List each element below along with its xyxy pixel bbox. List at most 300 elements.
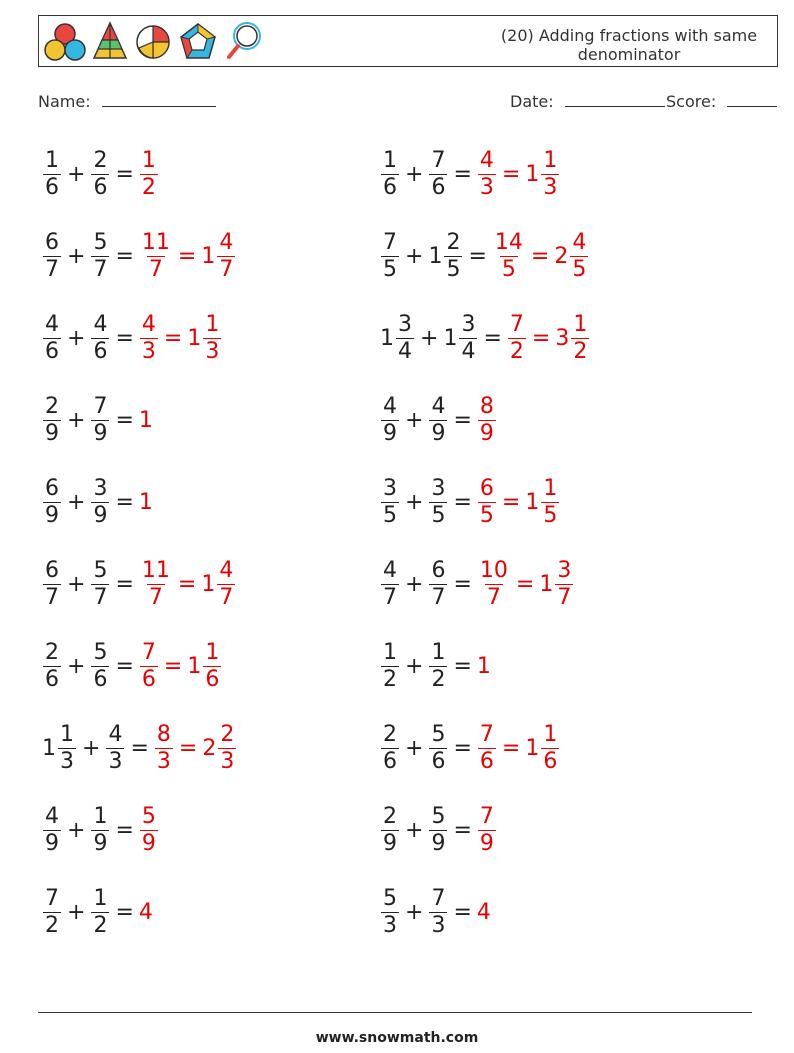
denominator: 3 (220, 748, 235, 774)
worksheet-title: (20) Adding fractions with same denominator (500, 26, 758, 64)
mixed-number (42, 558, 62, 611)
fraction (140, 230, 172, 283)
problem-4 (380, 226, 589, 286)
equals-sign: = (115, 571, 134, 597)
numerator: 4 (45, 803, 59, 829)
whole-part: 1 (42, 735, 56, 761)
mixed-number (428, 558, 448, 611)
mixed-number (380, 394, 400, 447)
plus-sign: + (67, 899, 86, 925)
fraction (429, 394, 447, 447)
fraction (217, 558, 235, 611)
problem-18 (380, 800, 497, 860)
problem-6 (380, 308, 590, 368)
numerator: 3 (431, 475, 446, 501)
fraction (43, 230, 61, 283)
answer (477, 722, 560, 775)
fraction (429, 886, 447, 939)
answer (477, 804, 497, 857)
equals-sign: = (453, 817, 472, 843)
denominator: 9 (383, 420, 397, 446)
numerator: 4 (479, 147, 494, 173)
answer (477, 558, 574, 611)
mixed-number (139, 640, 159, 693)
fraction (43, 804, 61, 857)
numerator: 8 (156, 721, 171, 747)
mixed-number (90, 230, 110, 283)
denominator: 9 (431, 830, 446, 856)
name-blank[interactable] (102, 92, 216, 107)
numerator: 1 (205, 311, 220, 337)
fraction (478, 394, 496, 447)
mixed-number (202, 722, 237, 775)
equals-sign: = (468, 243, 487, 269)
denominator: 9 (93, 502, 108, 528)
problem-2 (380, 144, 560, 204)
fraction (381, 804, 399, 857)
plus-sign: + (67, 653, 86, 679)
problem-16 (380, 718, 560, 778)
equals-sign: = (453, 407, 472, 433)
plus-sign: + (405, 407, 424, 433)
problem-5 (42, 308, 222, 368)
equals-sign: = (453, 899, 472, 925)
answer (154, 722, 237, 775)
denominator: 7 (93, 256, 108, 282)
fraction (478, 476, 496, 529)
fraction (140, 312, 158, 365)
denominator: 2 (45, 912, 59, 938)
numerator: 2 (45, 639, 59, 665)
equals-sign: = (163, 325, 183, 351)
denominator: 9 (93, 420, 108, 446)
denominator: 4 (398, 338, 412, 364)
fraction (429, 722, 447, 775)
numerator: 4 (431, 393, 446, 419)
denominator: 7 (148, 584, 163, 610)
whole-part: 1 (201, 571, 216, 597)
fraction (91, 230, 109, 283)
denominator: 6 (479, 748, 494, 774)
plus-sign: + (67, 817, 86, 843)
equals-sign: = (178, 735, 198, 761)
mixed-number (42, 394, 62, 447)
magnifier-icon (223, 20, 263, 64)
problem-10 (380, 472, 560, 532)
numerator: 14 (494, 229, 523, 255)
mixed-number (554, 230, 589, 283)
name-field (38, 92, 216, 111)
numerator: 7 (479, 721, 494, 747)
equals-sign: = (115, 653, 134, 679)
whole-part: 1 (187, 325, 202, 351)
fraction (381, 640, 399, 693)
mixed-number (443, 312, 478, 365)
mixed-number (201, 230, 236, 283)
numerator: 2 (383, 721, 397, 747)
denominator: 7 (45, 584, 59, 610)
whole-part: 1 (380, 325, 394, 351)
mixed-number (187, 312, 222, 365)
mixed-number (539, 558, 574, 611)
mixed-number (90, 312, 110, 365)
whole-part: 1 (525, 489, 540, 515)
denominator: 6 (383, 174, 397, 200)
mixed-number (555, 312, 590, 365)
numerator: 1 (141, 147, 156, 173)
numerator: 2 (45, 393, 59, 419)
mixed-number (90, 640, 110, 693)
fraction (541, 148, 559, 201)
denominator: 2 (141, 174, 156, 200)
equals-sign: = (115, 407, 134, 433)
denominator: 5 (383, 502, 397, 528)
whole-part: 1 (443, 325, 458, 351)
mixed-number (492, 230, 526, 283)
fraction (43, 394, 61, 447)
answer (139, 312, 222, 365)
numerator: 3 (398, 311, 412, 337)
numerator: 1 (205, 639, 220, 665)
mixed-number (42, 804, 62, 857)
mixed-number (428, 804, 448, 857)
problem-7 (42, 390, 154, 450)
numerator: 6 (431, 557, 446, 583)
denominator: 2 (93, 912, 108, 938)
mixed-number (139, 148, 159, 201)
whole-part: 2 (554, 243, 569, 269)
denominator: 6 (543, 748, 558, 774)
answer (139, 408, 154, 433)
mixed-number (380, 886, 400, 939)
mixed-number (42, 640, 62, 693)
fraction (91, 640, 109, 693)
fraction (381, 558, 399, 611)
denominator: 2 (383, 666, 397, 692)
plus-sign: + (67, 489, 86, 515)
denominator: 6 (431, 748, 446, 774)
numerator: 4 (572, 229, 587, 255)
numerator: 3 (557, 557, 572, 583)
answer (477, 476, 560, 529)
mixed-number (477, 804, 497, 857)
mixed-number (380, 804, 400, 857)
denominator: 9 (141, 830, 156, 856)
numerator: 5 (431, 803, 446, 829)
answer (139, 900, 154, 925)
numerator: 6 (45, 229, 59, 255)
fraction (91, 476, 109, 529)
date-field (510, 92, 665, 111)
pyramid-icon (91, 20, 129, 64)
equals-sign: = (115, 817, 134, 843)
answer (139, 230, 236, 283)
equals-sign: = (501, 735, 521, 761)
fraction (91, 558, 109, 611)
denominator: 6 (45, 666, 59, 692)
fraction (140, 558, 172, 611)
mixed-number (154, 722, 174, 775)
denominator: 3 (205, 338, 220, 364)
footer-url: www.snowmath.com (315, 1030, 479, 1046)
denominator: 9 (383, 830, 397, 856)
denominator: 6 (45, 174, 59, 200)
mixed-number (105, 722, 125, 775)
numerator: 5 (93, 639, 108, 665)
whole-part: 1 (539, 571, 554, 597)
mixed-number (477, 722, 497, 775)
mixed-number (90, 148, 110, 201)
plus-sign: + (405, 571, 424, 597)
plus-sign: + (67, 161, 86, 187)
numerator: 3 (93, 475, 108, 501)
numerator: 2 (446, 229, 461, 255)
equals-sign: = (453, 571, 472, 597)
denominator: 3 (60, 748, 74, 774)
mixed-number (139, 230, 173, 283)
fraction (43, 640, 61, 693)
fraction (106, 722, 124, 775)
denominator: 9 (45, 502, 59, 528)
footer-divider (38, 1012, 752, 1013)
numerator: 4 (219, 229, 234, 255)
mixed-number (201, 558, 236, 611)
fraction (396, 312, 414, 365)
denominator: 9 (93, 830, 108, 856)
fraction (429, 640, 447, 693)
denominator: 6 (45, 338, 59, 364)
mixed-number (42, 722, 77, 775)
fraction (541, 476, 559, 529)
problem-15 (42, 718, 237, 778)
whole-part: 1 (201, 243, 216, 269)
mixed-number (428, 886, 448, 939)
equals-sign: = (453, 161, 472, 187)
numerator: 1 (60, 721, 74, 747)
mixed-number (380, 312, 415, 365)
score-blank[interactable] (727, 92, 777, 107)
denominator: 5 (383, 256, 397, 282)
denominator: 3 (141, 338, 156, 364)
plus-sign: + (67, 407, 86, 433)
mixed-number (42, 886, 62, 939)
numerator: 7 (383, 229, 397, 255)
problem-20 (380, 882, 492, 942)
numerator: 5 (93, 229, 108, 255)
fraction (58, 722, 76, 775)
fraction (570, 230, 588, 283)
answer (492, 230, 589, 283)
fraction (478, 558, 510, 611)
denominator: 5 (431, 502, 446, 528)
equals-sign: = (530, 243, 550, 269)
plus-sign: + (405, 161, 424, 187)
mixed-number (525, 722, 560, 775)
mixed-number (139, 312, 159, 365)
problem-14 (380, 636, 492, 696)
equals-sign: = (130, 735, 149, 761)
denominator: 5 (501, 256, 516, 282)
numerator: 7 (431, 147, 446, 173)
numerator: 11 (141, 229, 170, 255)
whole-part: 1 (476, 653, 491, 679)
equals-sign: = (501, 161, 521, 187)
answer (477, 394, 497, 447)
numerator: 3 (383, 475, 397, 501)
mixed-number (477, 558, 511, 611)
plus-sign: + (420, 325, 439, 351)
mixed-number (90, 476, 110, 529)
score-field (666, 92, 777, 111)
numerator: 8 (479, 393, 494, 419)
denominator: 2 (573, 338, 588, 364)
fraction (91, 804, 109, 857)
equals-sign: = (483, 325, 502, 351)
numerator: 7 (93, 393, 108, 419)
mixed-number (380, 722, 400, 775)
numerator: 1 (45, 147, 59, 173)
fraction (91, 312, 109, 365)
logo-strip (43, 19, 263, 65)
problem-13 (42, 636, 222, 696)
mixed-number (380, 558, 400, 611)
fraction (43, 886, 61, 939)
denominator: 6 (431, 174, 446, 200)
denominator: 4 (461, 338, 476, 364)
denominator: 9 (45, 420, 59, 446)
numerator: 5 (93, 557, 108, 583)
answer (139, 558, 236, 611)
answer (139, 804, 159, 857)
date-blank[interactable] (565, 92, 665, 107)
mixed-number (477, 394, 497, 447)
equals-sign: = (177, 243, 197, 269)
pentagon-icon (177, 20, 219, 64)
fraction (478, 722, 496, 775)
numerator: 6 (479, 475, 494, 501)
mixed-number (42, 148, 62, 201)
whole-part: 1 (138, 489, 153, 515)
mixed-number (139, 804, 159, 857)
plus-sign: + (405, 899, 424, 925)
mixed-number (428, 148, 448, 201)
whole-part: 4 (138, 899, 153, 925)
plus-sign: + (405, 243, 424, 269)
denominator: 2 (431, 666, 446, 692)
problem-1 (42, 144, 159, 204)
denominator: 6 (93, 174, 108, 200)
answer (139, 490, 154, 515)
fraction (140, 804, 158, 857)
fraction (429, 148, 447, 201)
fraction (493, 230, 525, 283)
denominator: 9 (45, 830, 59, 856)
fraction (218, 722, 236, 775)
plus-sign: + (82, 735, 101, 761)
fraction (91, 148, 109, 201)
numerator: 6 (45, 557, 59, 583)
fraction (140, 640, 158, 693)
fraction (43, 558, 61, 611)
denominator: 3 (383, 912, 397, 938)
score-label: Score: (666, 92, 717, 111)
denominator: 7 (219, 256, 234, 282)
mixed-number (380, 148, 400, 201)
numerator: 7 (431, 885, 446, 911)
denominator: 6 (383, 748, 397, 774)
denominator: 5 (479, 502, 494, 528)
mixed-number (428, 722, 448, 775)
denominator: 6 (93, 666, 108, 692)
mixed-number (380, 476, 400, 529)
mixed-number (139, 490, 154, 515)
numerator: 7 (45, 885, 59, 911)
fraction (478, 148, 496, 201)
numerator: 2 (93, 147, 108, 173)
denominator: 7 (383, 584, 397, 610)
numerator: 4 (219, 557, 234, 583)
equals-sign: = (115, 161, 134, 187)
denominator: 6 (93, 338, 108, 364)
numerator: 1 (543, 147, 558, 173)
numerator: 7 (141, 639, 156, 665)
fraction (381, 722, 399, 775)
denominator: 5 (446, 256, 461, 282)
denominator: 7 (148, 256, 163, 282)
fraction (459, 312, 477, 365)
mixed-number (42, 476, 62, 529)
numerator: 1 (93, 885, 108, 911)
numerator: 1 (543, 475, 558, 501)
numerator: 4 (93, 311, 108, 337)
numerator: 1 (543, 721, 558, 747)
numerator: 4 (141, 311, 156, 337)
numerator: 3 (461, 311, 476, 337)
mixed-number (380, 230, 400, 283)
fraction (571, 312, 589, 365)
mixed-number (42, 312, 62, 365)
answer (139, 640, 222, 693)
numerator: 10 (479, 557, 508, 583)
plus-sign: + (67, 325, 86, 351)
equals-sign: = (163, 653, 183, 679)
mixed-number (477, 900, 492, 925)
answer (477, 654, 492, 679)
denominator: 9 (479, 830, 494, 856)
fraction (555, 558, 573, 611)
numerator: 4 (45, 311, 59, 337)
fraction (217, 230, 235, 283)
denominator: 7 (431, 584, 446, 610)
mixed-number (42, 230, 62, 283)
numerator: 2 (220, 721, 235, 747)
denominator: 6 (205, 666, 220, 692)
equals-sign: = (177, 571, 197, 597)
numerator: 1 (573, 311, 588, 337)
problem-11 (42, 554, 236, 614)
fraction (91, 886, 109, 939)
date-label: Date: (510, 92, 554, 111)
fraction (541, 722, 559, 775)
whole-part: 1 (138, 407, 153, 433)
plus-sign: + (405, 653, 424, 679)
denominator: 7 (557, 584, 572, 610)
problem-9 (42, 472, 154, 532)
whole-part: 1 (525, 735, 540, 761)
mixed-number (428, 230, 463, 283)
equals-sign: = (453, 653, 472, 679)
number-circles-icon (43, 20, 87, 64)
